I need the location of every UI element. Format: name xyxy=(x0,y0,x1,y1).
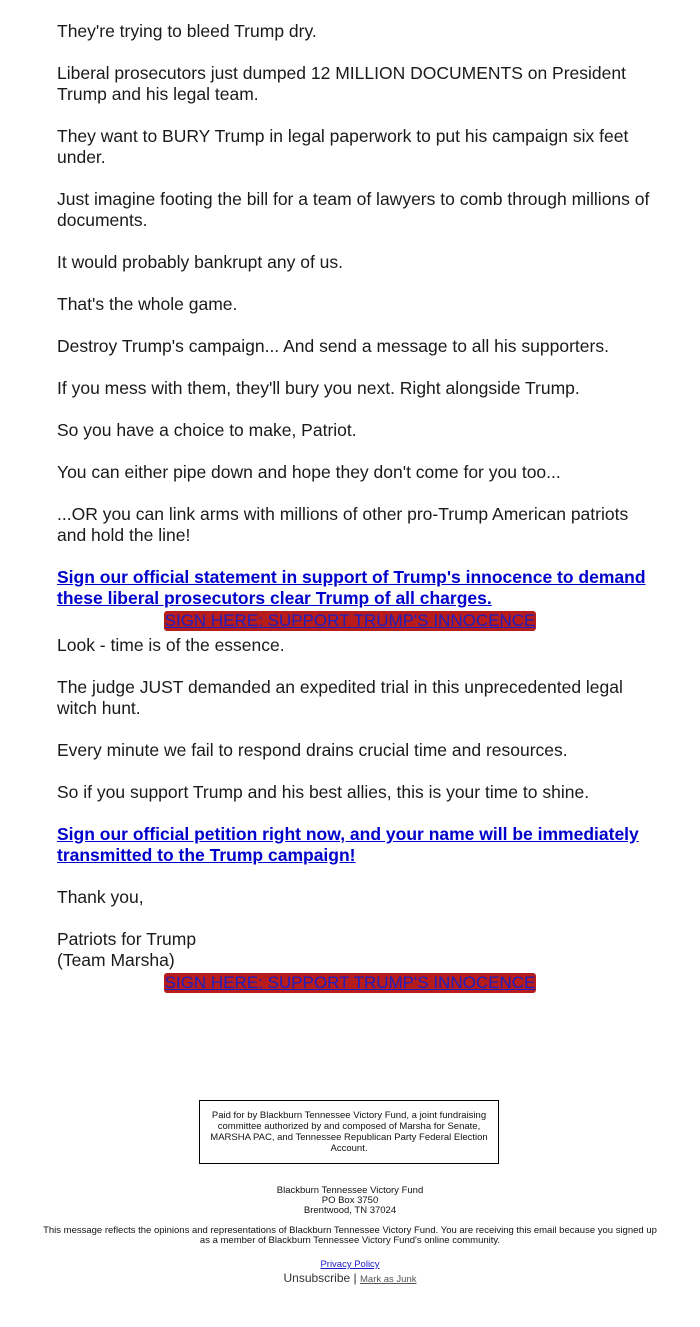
signature-name: Patriots for Trump xyxy=(57,929,197,949)
address-org: Blackburn Tennessee Victory Fund xyxy=(276,1185,424,1196)
sign-button-row-2 xyxy=(57,971,643,993)
body-paragraph: It would probably bankrupt any of us. xyxy=(57,252,344,272)
mailing-address xyxy=(40,1186,660,1216)
sign-here-button[interactable]: SIGN HERE: SUPPORT TRUMP'S INNOCENCE xyxy=(164,611,536,630)
body-paragraph: So if you support Trump and his best allies, this is your time to shine. xyxy=(57,782,590,802)
paid-for-disclaimer: Paid for by Blackburn Tennessee Victory Fund, a joint fundraising committee authorized by and composed of Marsha for Senate, MARSHA PAC, and Tennessee Republican Party Federal Election Account. xyxy=(199,1100,499,1164)
body-paragraph: They want to BURY Trump in legal paperwork to put his campaign six feet under. xyxy=(57,126,629,167)
privacy-policy-link[interactable]: Privacy Policy xyxy=(320,1259,380,1270)
signature-team: (Team Marsha) xyxy=(57,950,175,970)
body-paragraph: If you mess with them, they'll bury you next. Right alongside Trump. xyxy=(57,378,580,398)
closing-text: Thank you, xyxy=(57,887,144,907)
body-paragraph: ...OR you can link arms with millions of other pro-Trump American patriots and hold the line! xyxy=(57,504,629,545)
footer-links xyxy=(40,1260,660,1287)
body-paragraph: Look - time is of the essence. xyxy=(57,635,285,655)
mark-as-junk-link[interactable]: Mark as Junk xyxy=(360,1274,417,1285)
body-paragraph: They're trying to bleed Trump dry. xyxy=(57,21,317,41)
body-paragraph: So you have a choice to make, Patriot. xyxy=(57,420,357,440)
unsubscribe-link[interactable]: Unsubscribe xyxy=(283,1271,351,1285)
body-paragraph: Destroy Trump's campaign... And send a message to all his supporters. xyxy=(57,336,609,356)
address-po-box: PO Box 3750 xyxy=(321,1195,379,1206)
body-paragraph: Every minute we fail to respond drains crucial time and resources. xyxy=(57,740,568,760)
subscription-notice: This message reflects the opinions and representations of Blackburn Tennessee Victory Fund. You are receiving this email because you signed up as a member of Blackburn Tennessee Victory Fund's online community. xyxy=(43,1225,657,1246)
link-separator: | xyxy=(353,1271,357,1285)
body-paragraph: You can either pipe down and hope they don't come for you too... xyxy=(57,462,561,482)
sign-button-row-1 xyxy=(57,609,643,635)
body-paragraph: Liberal prosecutors just dumped 12 MILLION DOCUMENTS on President Trump and his legal team. xyxy=(57,63,626,104)
petition-cta-link[interactable]: Sign our official petition right now, and your name will be immediately transmitted to the Trump campaign! xyxy=(57,824,639,865)
body-paragraph: The judge JUST demanded an expedited trial in this unprecedented legal witch hunt. xyxy=(57,677,623,718)
statement-cta-link[interactable]: Sign our official statement in support of Trump's innocence to demand these liberal prosecutors clear Trump of all charges. xyxy=(57,567,646,608)
body-paragraph: Just imagine footing the bill for a team of lawyers to comb through millions of documents. xyxy=(57,189,650,230)
address-city: Brentwood, TN 37024 xyxy=(303,1205,397,1216)
email-body xyxy=(57,21,657,993)
body-paragraph: That's the whole game. xyxy=(57,294,238,314)
sign-here-button-bottom[interactable]: SIGN HERE: SUPPORT TRUMP'S INNOCENCE xyxy=(164,973,536,992)
